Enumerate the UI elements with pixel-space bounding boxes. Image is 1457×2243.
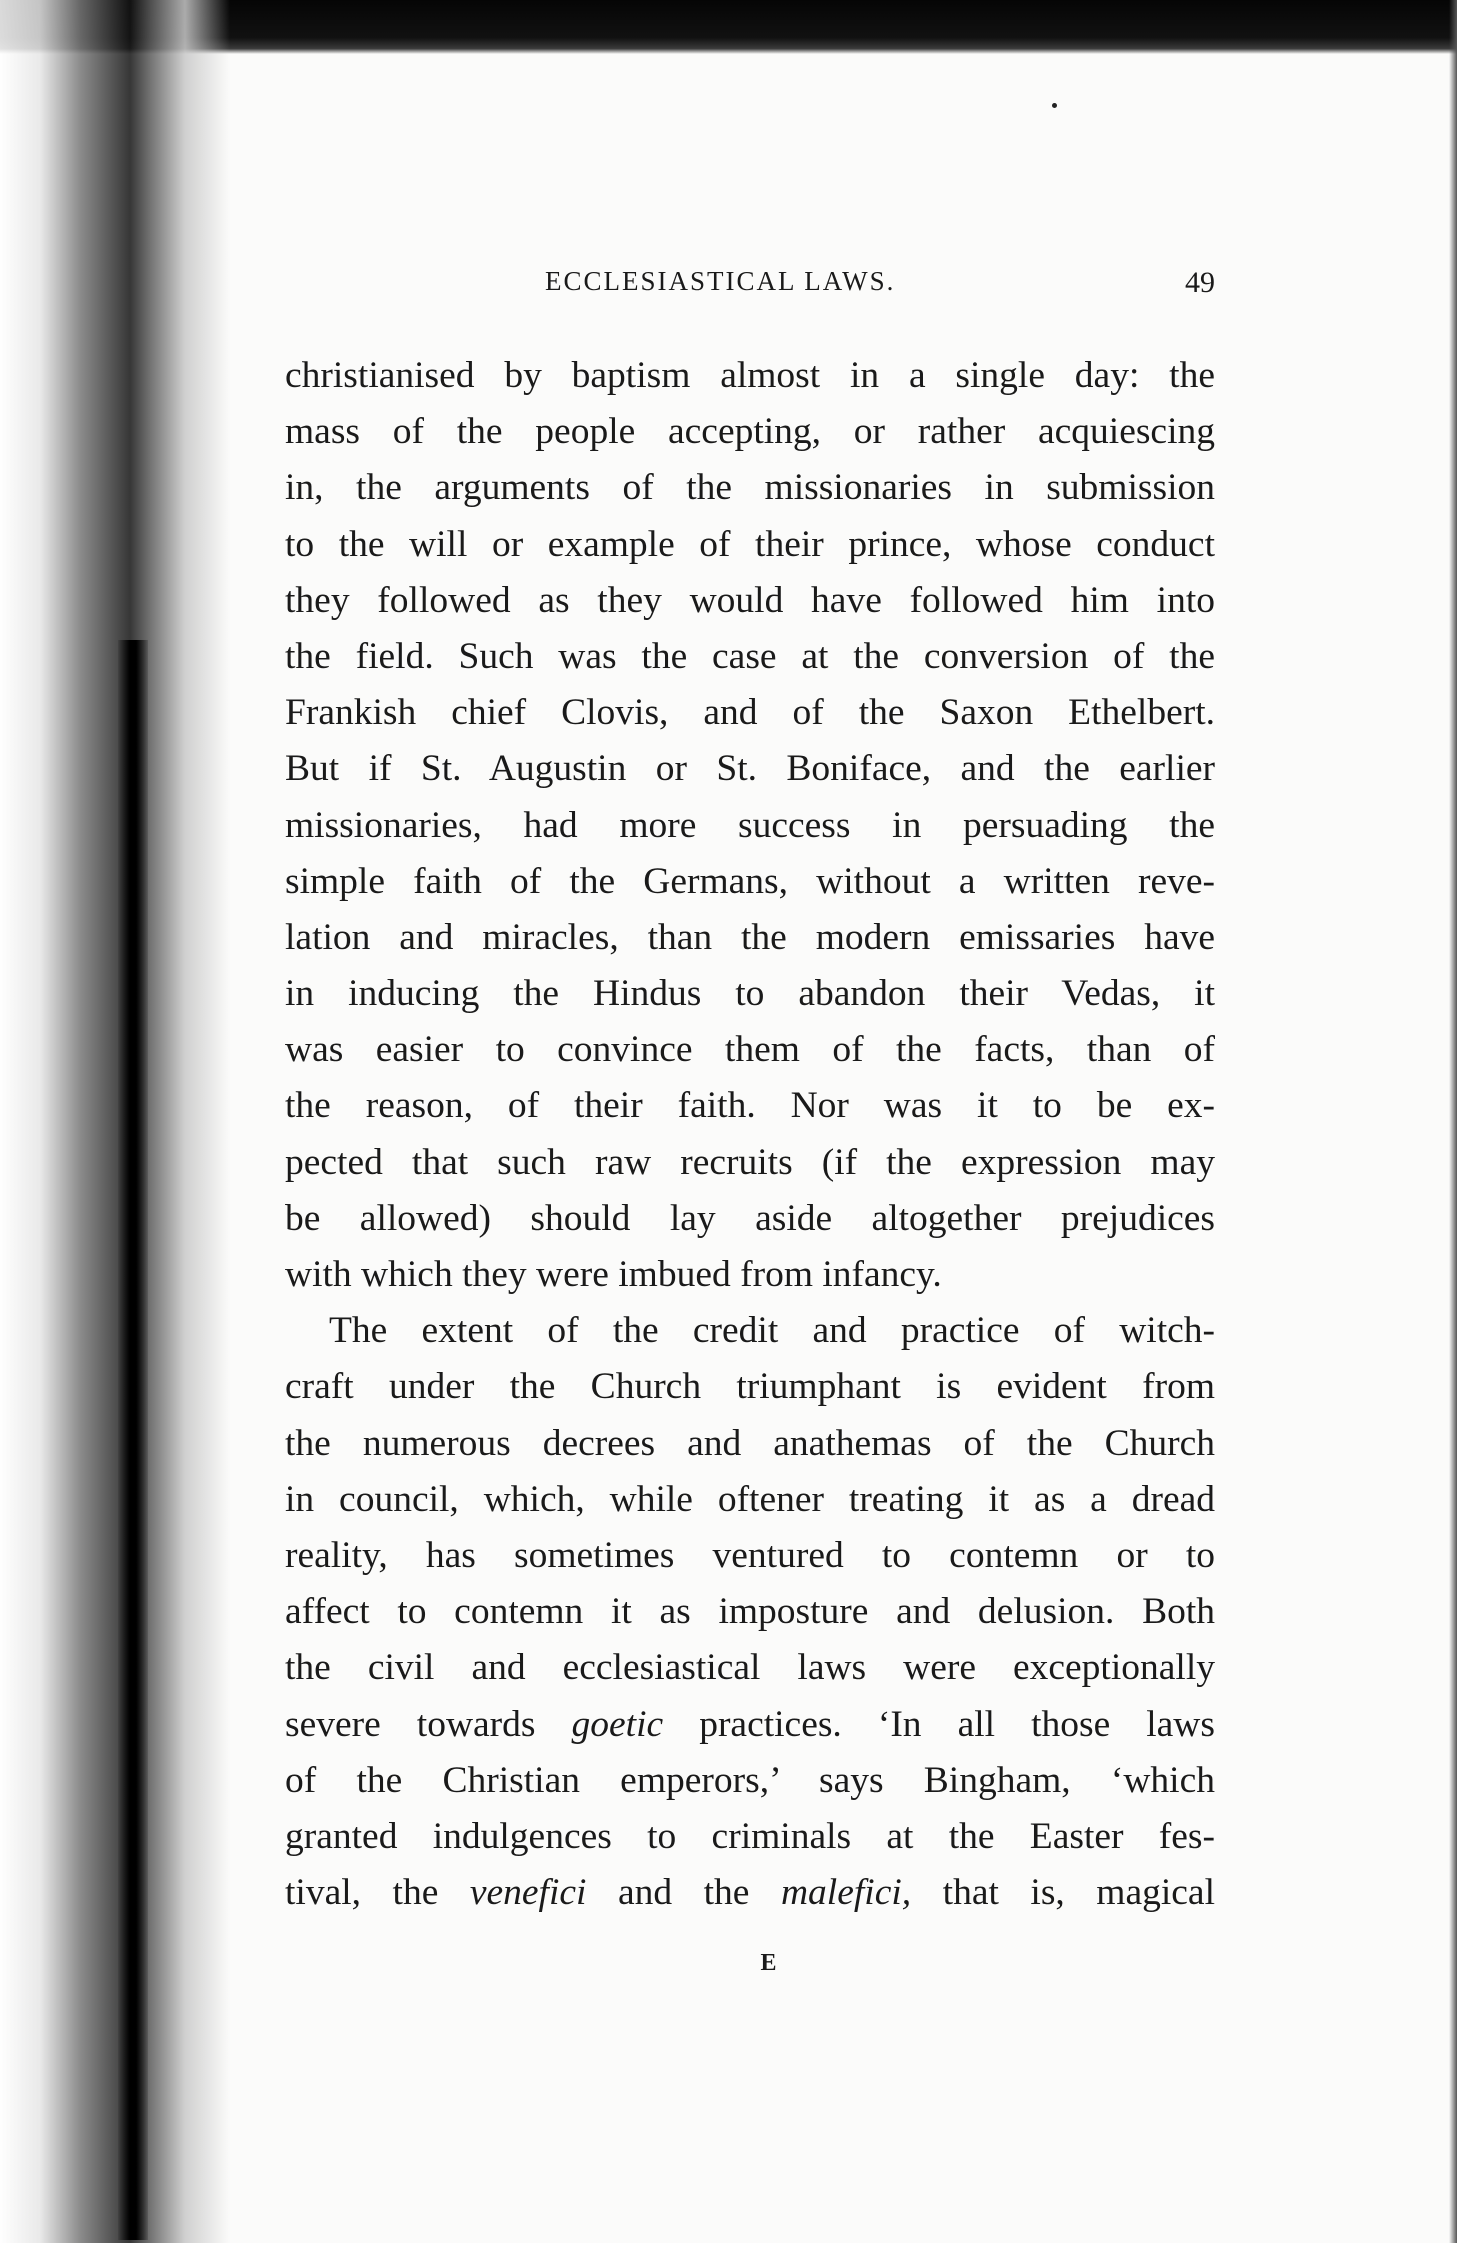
scan-speck <box>1052 103 1057 108</box>
text-line: the reason, of their faith. Nor was it to be ex- <box>285 1085 1215 1127</box>
page-number: 49 <box>1185 266 1215 299</box>
text-line: simple faith of the Germans, without a written reve- <box>285 860 1215 902</box>
text-line <box>285 1697 1215 1753</box>
body-text <box>285 348 1215 1921</box>
text-line: reality, has sometimes ventured to contemn or to <box>285 1534 1215 1576</box>
text-line: with which they were imbued from infancy. <box>285 1254 942 1295</box>
text-fragment: that is, magical <box>911 1872 1215 1914</box>
text-line: of the Christian emperors,’ says Bingham, ‘which <box>285 1759 1215 1801</box>
italic-term: malefici, <box>780 1872 912 1914</box>
text-line: the field. Such was the case at the conversion of the <box>285 635 1215 677</box>
text-line: craft under the Church triumphant is evident from <box>285 1366 1215 1408</box>
text-line: missionaries, had more success in persuading the <box>285 804 1215 846</box>
text-line: The extent of the credit and practice of witch- <box>329 1310 1215 1352</box>
paragraph-2 <box>285 1303 1215 1921</box>
running-title: ECCLESIASTICAL LAWS. <box>545 266 896 296</box>
text-line: granted indulgences to criminals at the Easter fes- <box>285 1815 1215 1857</box>
text-line: be allowed) should lay aside altogether prejudices <box>285 1197 1215 1239</box>
italic-term: goetic <box>571 1703 664 1745</box>
text-line: But if St. Augustin or St. Boniface, and the earlier <box>285 748 1215 790</box>
text-line: pected that such raw recruits (if the expression may <box>285 1141 1215 1183</box>
binding-edge <box>118 640 148 2240</box>
page-right-edge <box>1449 0 1457 2243</box>
text-line: they followed as they would have followed him into <box>285 579 1215 621</box>
italic-term: venefici <box>469 1872 587 1914</box>
binding-gutter-shadow <box>0 0 230 2243</box>
text-line: in inducing the Hindus to abandon their Vedas, it <box>285 973 1215 1015</box>
text-line: affect to contemn it as imposture and delusion. Both <box>285 1591 1215 1633</box>
text-fragment: tival, the <box>285 1872 470 1914</box>
text-line: was easier to convince them of the facts, than of <box>285 1029 1215 1071</box>
text-line: in council, which, while oftener treating it as a dread <box>285 1478 1215 1520</box>
text-line: christianised by baptism almost in a single day: the <box>285 355 1215 396</box>
text-line: Frankish chief Clovis, and of the Saxon Ethelbert. <box>285 692 1215 734</box>
text-fragment: and the <box>586 1872 781 1914</box>
paragraph-1 <box>285 348 1215 1303</box>
page-header <box>285 266 1215 306</box>
signature-mark: E <box>760 1950 777 1976</box>
text-line: the civil and ecclesiastical laws were exceptionally <box>285 1647 1215 1689</box>
text-line <box>285 1865 1215 1921</box>
text-line: to the will or example of their prince, whose conduct <box>285 523 1215 565</box>
text-line: lation and miracles, than the modern emissaries have <box>285 916 1215 958</box>
text-line: mass of the people accepting, or rather acquiescing <box>285 411 1215 453</box>
text-fragment: severe towards <box>285 1703 572 1745</box>
text-fragment: practices. ‘In all those laws <box>663 1703 1215 1745</box>
text-line: in, the arguments of the missionaries in submission <box>285 467 1215 509</box>
text-line: the numerous decrees and anathemas of the Church <box>285 1422 1215 1464</box>
